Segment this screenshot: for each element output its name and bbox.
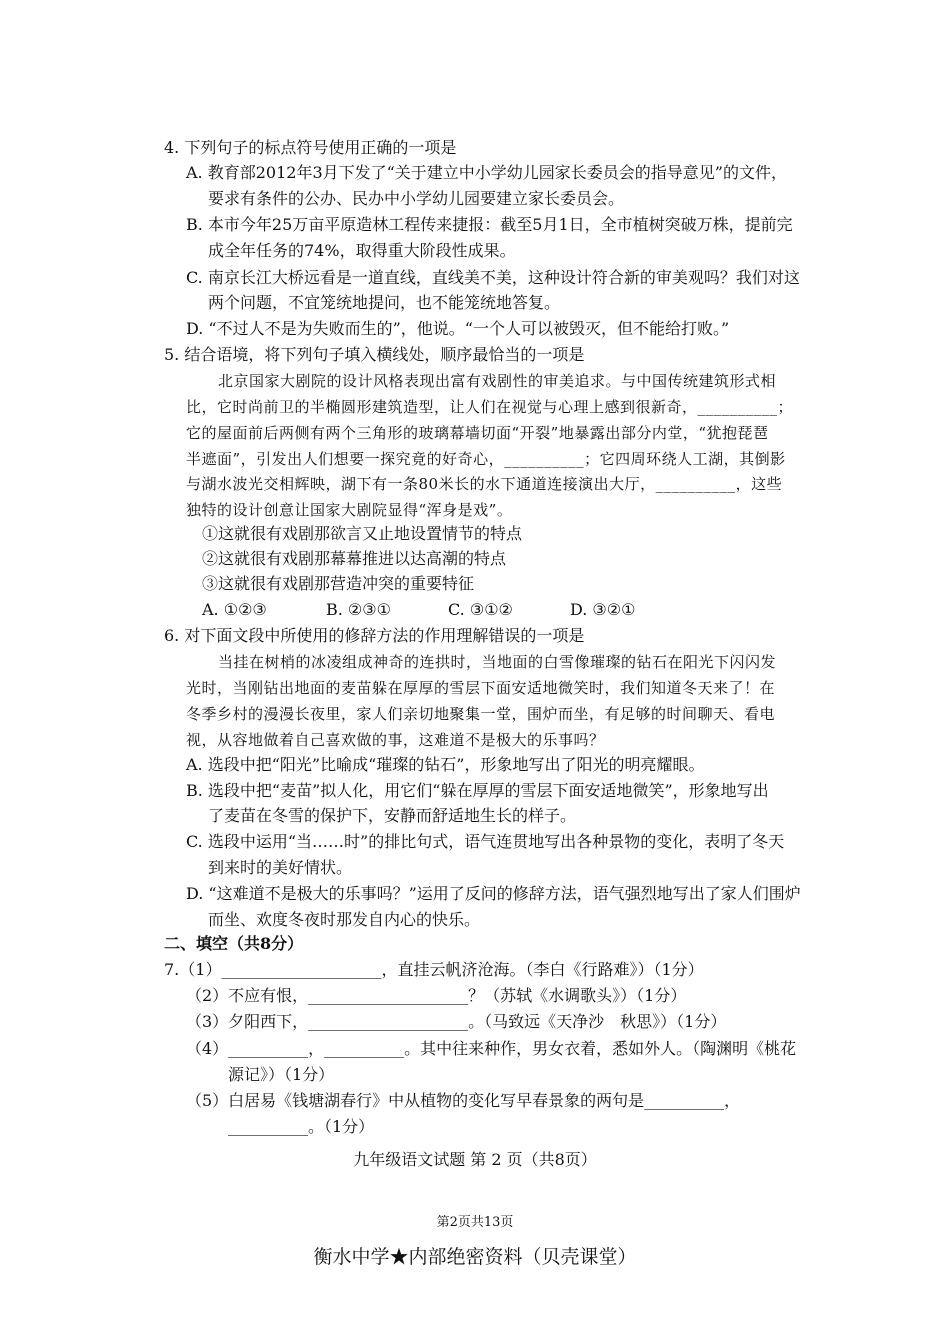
q4-option-a: A. 教育部2012年3月下发了“关于建立中小学幼儿园家长委员会的指导意见”的文件，: [186, 163, 787, 182]
q7-blank-3: （3）夕阳西下，____________________。（马致远《天净沙 秋思》）（1分）: [186, 1012, 727, 1031]
source-watermark: 衡水中学★内部绝密资料（贝壳课堂）: [313, 1246, 637, 1268]
q6-option-c-cont: 到来时的美好情状。: [208, 858, 353, 877]
q5-passage-line-6: 独特的设计创意让国家大剧院显得“浑身是戏”。: [186, 501, 513, 519]
q5-choice-d: D. ③②①: [570, 600, 636, 619]
q4-option-d: D. “不过人不是为失败而生的”，他说。“一个人可以被毁灭，但不能给打败。”: [186, 319, 730, 338]
q6-passage-line-1: 当挂在树梢的冰凌组成神奇的连拱时，当地面的白雪像璀璨的钻石在阳光下闪闪发: [218, 653, 777, 671]
q6-passage-line-2: 光时，当刚钻出地面的麦苗躲在厚厚的雪层下面安适地微笑时，我们知道冬天来了！在: [186, 679, 776, 697]
q7-blank-5: （5）白居易《钱塘湖春行》中从植物的变化写早春景象的两句是__________，: [186, 1091, 741, 1110]
q6-stem: 6. 对下面文段中所使用的修辞方法的作用理解错误的一项是: [164, 626, 585, 645]
q6-passage-line-3: 冬季乡村的漫漫长夜里，家人们亲切地聚集一堂，围炉而坐，有足够的时间聊天、看电: [186, 705, 776, 723]
q5-choice-c: C. ③①②: [448, 600, 513, 619]
document-page-number: 第2页共13页: [436, 1215, 514, 1230]
q5-passage-line-2: 比，它时尚前卫的半椭圆形建筑造型，让人们在视觉与心理上感到很新奇，__________；: [186, 398, 794, 416]
q4-option-c: C. 南京长江大桥远看是一道直线，直线美不美，这种设计符合新的审美观吗？我们对这: [186, 268, 800, 287]
q4-option-a-cont: 要求有条件的公办、民办中小学幼儿园要建立家长委员会。: [208, 189, 625, 208]
q7-blank-5-cont: __________。（1分）: [228, 1117, 375, 1136]
q7-blank-2: （2）不应有恨，____________________？（苏轼《水调歌头》）（1分）: [186, 986, 687, 1005]
q6-option-b: B. 选段中把“麦苗”拟人化，用它们“躲在厚厚的雪层下面安适地微笑”，形象地写出: [186, 781, 769, 800]
q6-option-d-cont: 而坐、欢度冬夜时那发自内心的快乐。: [208, 910, 481, 929]
section2-title: 二、填空（共8分）: [164, 934, 304, 953]
q5-item-3: ③这就很有戏剧那营造冲突的重要特征: [202, 574, 475, 593]
q6-option-d: D. “这难道不是极大的乐事吗？”运用了反问的修辞方法，语气强烈地写出了家人们围炉: [186, 884, 801, 903]
q7-blank-4-cont: 源记》）（1分）: [228, 1065, 335, 1084]
q5-passage-line-5: 与湖水波光交相辉映，湖下有一条80米长的水下通道连接演出大厅，__________，这些: [186, 475, 783, 493]
q5-choice-b: B. ②③①: [326, 600, 391, 619]
q5-item-2: ②这就很有戏剧那幕幕推进以达高潮的特点: [202, 549, 507, 568]
q4-option-b-cont: 成全年任务的74%，取得重大阶段性成果。: [208, 241, 516, 260]
q5-stem: 5. 结合语境，将下列句子填入横线处，顺序最恰当的一项是: [164, 345, 585, 364]
q6-option-b-cont: 了麦苗在冬雪的保护下，安静而舒适地生长的样子。: [208, 806, 577, 825]
q6-option-c: C. 选段中运用“当……时”的排比句式，语气连贯地写出各种景物的变化，表明了冬天: [186, 832, 785, 851]
q6-option-a: A. 选段中把“阳光”比喻成“璀璨的钻石”，形象地写出了阳光的明亮耀眼。: [186, 755, 705, 774]
q7-blank-4: （4）__________，__________。其中往来种作，男女衣着，悉如外人。（陶渊明《桃花: [186, 1039, 797, 1058]
q4-stem: 4. 下列句子的标点符号使用正确的一项是: [164, 138, 457, 157]
q6-passage-line-4: 视，从容地做着自己喜欢做的事，这难道不是极大的乐事吗？: [186, 731, 605, 749]
q7-blank-1: 7.（1）____________________，直挂云帆济沧海。（李白《行路难》）（1分）: [164, 960, 704, 979]
q5-item-1: ①这就很有戏剧那欲言又止地设置情节的特点: [202, 524, 523, 543]
exam-page-footer: 九年级语文试题 第 2 页（共8页）: [353, 1150, 597, 1169]
q5-passage-line-4: 半遮面”，引发出人们想要一探究竟的好奇心，__________；它四周环绕人工湖，其倒影: [186, 450, 786, 468]
q5-passage-line-1: 北京国家大剧院的设计风格表现出富有戏剧性的审美追求。与中国传统建筑形式相: [218, 372, 777, 390]
q5-choice-a: A. ①②③: [202, 600, 267, 619]
q4-option-c-cont: 两个问题，不宜笼统地提问，也不能笼统地答复。: [208, 293, 561, 312]
q4-option-b: B. 本市今年25万亩平原造林工程传来捷报：截至5月1日，全市植树突破万株，提前完: [186, 215, 793, 234]
q5-passage-line-3: 它的屋面前后两侧有两个三角形的玻璃幕墙切面“开裂”地暴露出部分内堂，“犹抱琵琶: [186, 424, 769, 442]
